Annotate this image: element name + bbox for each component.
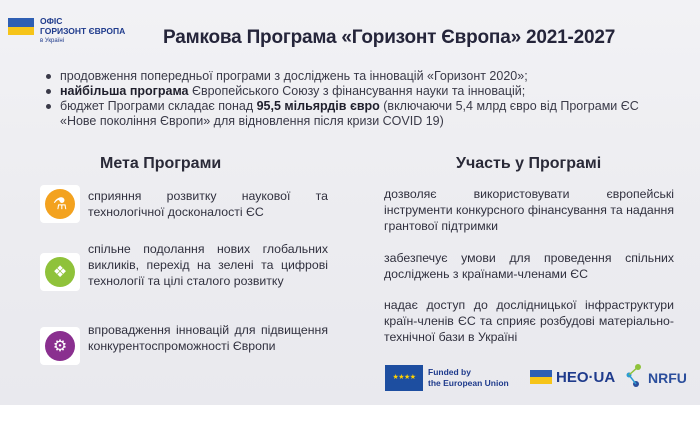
logo-line-1: ОФІС [40, 16, 63, 26]
bullet-bold: найбільша програма [60, 84, 189, 98]
participation-item: надає доступ до дослідницької інфраструктури країн-членів ЄС та сприяє розбудові матеріально-технічної бази в Україні [384, 298, 674, 344]
goal-item: сприяння розвитку наукової та технологічної досконалості ЄС [88, 189, 328, 219]
bullet-item [46, 84, 676, 99]
logo-line-2: ГОРИЗОНТ ЄВРОПА [40, 26, 126, 36]
eu-flag-icon: ★★★★ [385, 365, 423, 391]
horizon-europe-office-logo [8, 14, 138, 50]
logo-line-3: в Україні [40, 38, 65, 44]
heo-ua-logo: HEO·UA [556, 369, 616, 386]
bullet-pre: бюджет Програми складає понад [60, 99, 257, 113]
ukraine-flag-icon [8, 18, 34, 35]
page-title: Рамкова Програма «Горизонт Європа» 2021-2027 [163, 27, 616, 48]
eu-line-2: the European Union [428, 378, 509, 388]
summary-bullets [46, 69, 676, 129]
bullet-text: Європейського Союзу з фінансування науки та інновацій; [188, 84, 526, 98]
participation-item: дозволяє використовувати європейські інструменти конкурсного фінансування та надання грантової підтримки [384, 187, 674, 233]
participation-item: забезпечує умови для проведення спільних досліджень з країнами-членами ЄС [384, 251, 674, 281]
science-icon: ⚗ [40, 185, 80, 223]
bullet-text: (включаючи 5,4 млрд євро від Програми ЄС «Нове покоління Європи» для відновлення після кризи COVID 19) [60, 99, 639, 128]
goal-item: впровадження інновацій для підвищення конкурентоспроможності Європи [88, 323, 328, 353]
bullet-text: продовження попередньої програми з досліджень та інновацій «Горизонт 2020»; [60, 69, 528, 83]
bullet-bold: 95,5 мільярдів євро [256, 99, 380, 113]
bullet-item [46, 69, 676, 84]
nrfu-logo: NRFU [648, 370, 687, 386]
goal-item: спільне подолання нових глобальних викликів, перехід на зелені та цифрові технології та цілі сталого розвитку [88, 242, 328, 288]
eu-funding-label [428, 367, 509, 389]
nrfu-mark-icon [622, 362, 648, 390]
gears-icon: ⚙ [40, 327, 80, 365]
participation-heading: Участь у Програмі [456, 155, 602, 172]
heo-flag-icon [530, 370, 552, 384]
goals-heading: Мета Програми [100, 155, 222, 172]
eu-line-1: Funded by [428, 367, 471, 377]
handshake-icon: ❖ [40, 253, 80, 291]
bullet-item [46, 99, 676, 129]
